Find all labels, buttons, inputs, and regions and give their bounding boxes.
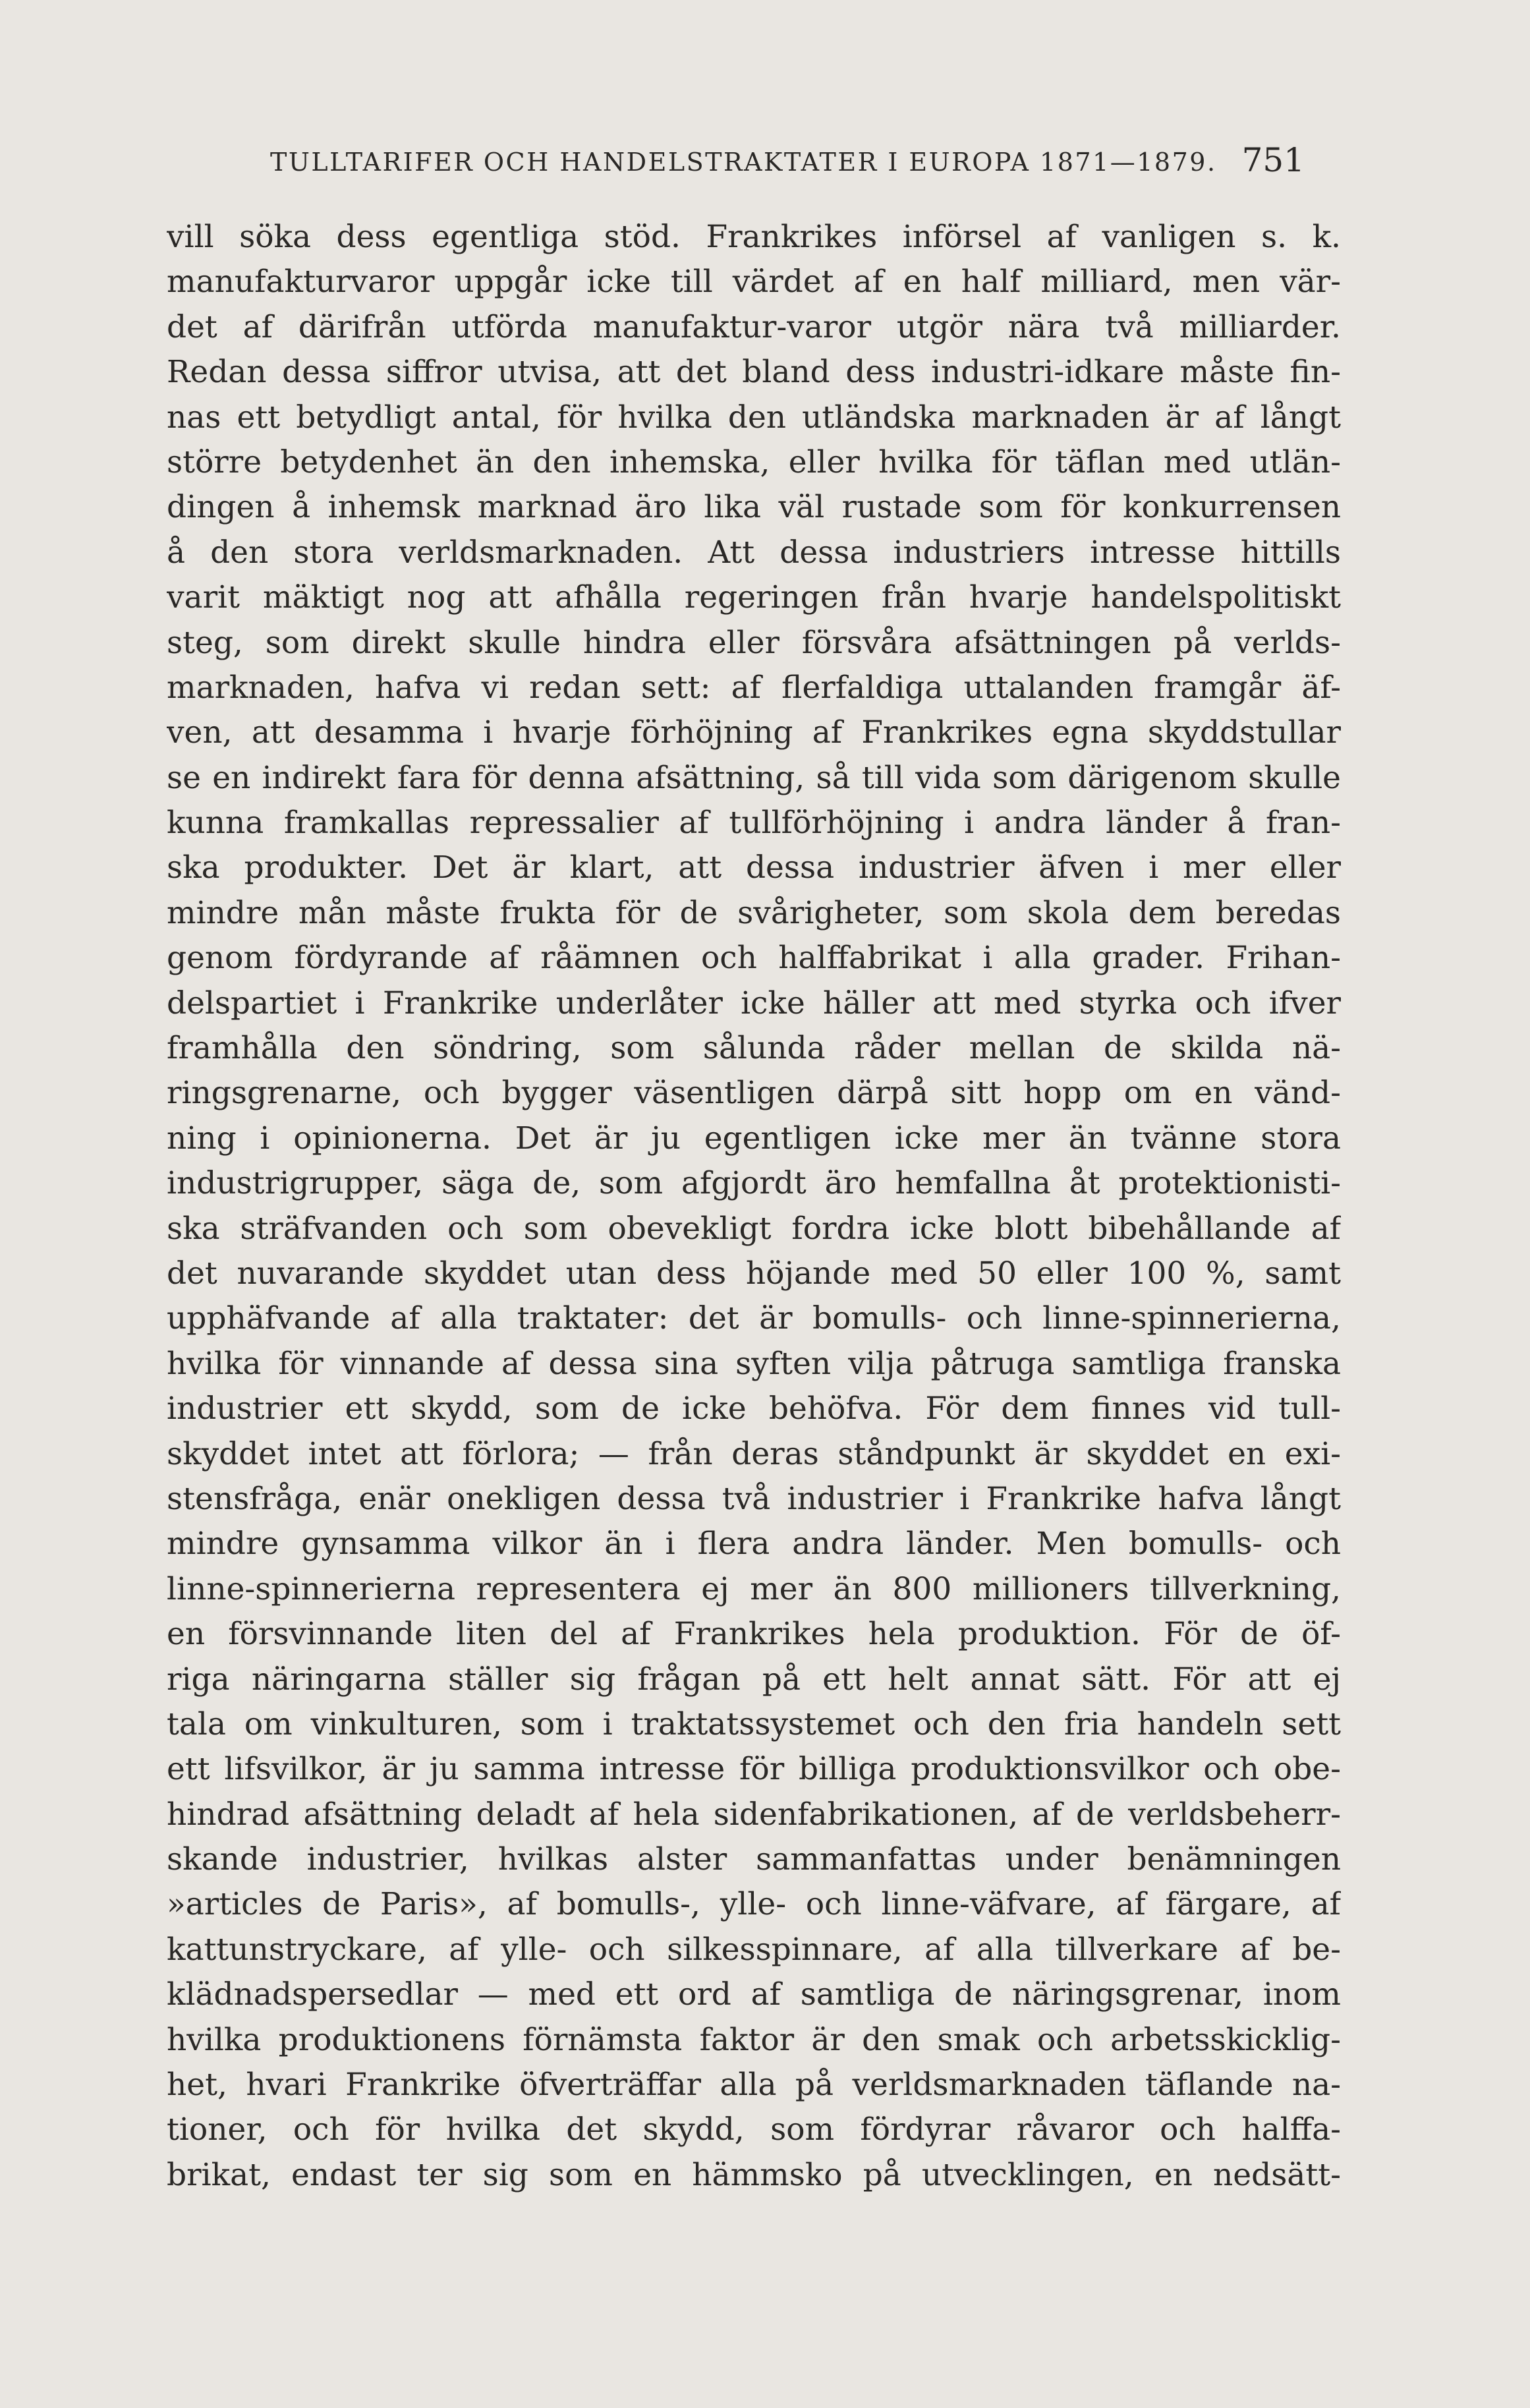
text-line: genom fördyrande af råämnen och halffabrikat i alla grader. Frihan- [167,940,1341,977]
text-line: se en indirekt fara för denna afsättning, så till vida som därigenom skulle [167,759,1341,796]
text-line: tioner, och för hvilka det skydd, som fördyrar råvaror och halffa- [167,2111,1341,2148]
text-line: större betydenhet än den inhemska, eller hvilka för täflan med utlän- [167,444,1341,480]
text-line: det af därifrån utförda manufaktur-varor utgör nära två milliarder. [167,308,1341,345]
text-line: kattunstryckare, af ylle- och silkesspinnare, af alla tillverkare af be- [167,1931,1341,1968]
text-line: ett lifsvilkor, är ju samma intresse för billiga produktionsvilkor och obe- [167,1751,1341,1788]
text-line: marknaden, hafva vi redan sett: af flerfaldiga uttalanden framgår äf- [167,669,1341,706]
text-line: industrigrupper, säga de, som afgjordt äro hemfallna åt protektionisti- [167,1165,1341,1202]
running-head [270,138,1305,191]
text-line: kunna framkallas repressalier af tullförhöjning i andra länder å fran- [167,805,1341,842]
text-line: hindrad afsättning deladt af hela sidenfabrikationen, af de verldsbeherr- [167,1796,1341,1833]
page-number: 751 [1241,141,1305,179]
text-line: upphäfvande af alla traktater: det är bomulls- och linne-spinnerierna, [167,1300,1341,1337]
text-line: »articles de Paris», af bomulls-, ylle- och linne-väfvare, af färgare, af [167,1886,1341,1923]
text-line: steg, som direkt skulle hindra eller försvåra afsättningen på verlds- [167,624,1341,661]
text-line: Redan dessa siffror utvisa, att det bland dess industri-idkare måste fin- [167,354,1341,391]
text-line: het, hvari Frankrike öfverträffar alla på verldsmarknaden täflande na- [167,2067,1341,2104]
text-line: industrier ett skydd, som de icke behöfva. För dem finnes vid tull- [167,1390,1341,1427]
text-line: mindre gynsamma vilkor än i flera andra länder. Men bomulls- och [167,1526,1341,1562]
text-line: riga näringarna ställer sig frågan på ett helt annat sätt. För att ej [167,1661,1341,1698]
text-line: det nuvarande skyddet utan dess höjande med 50 eller 100 %, samt [167,1255,1341,1292]
text-line: stensfråga, enär onekligen dessa två industrier i Frankrike hafva långt [167,1480,1341,1517]
text-line: en försvinnande liten del af Frankrikes hela produktion. För de öf- [167,1616,1341,1653]
text-line: dingen å inhemsk marknad äro lika väl rustade som för konkurrensen [167,489,1341,526]
text-line: framhålla den söndring, som sålunda råder mellan de skilda nä- [167,1030,1341,1067]
text-line: klädnadspersedlar — med ett ord af samtliga de näringsgrenar, inom [167,1976,1341,2013]
text-line: hvilka produktionens förnämsta faktor är den smak och arbetsskicklig- [167,2021,1341,2058]
text-line: ringsgrenarne, och bygger väsentligen därpå sitt hopp om en vänd- [167,1075,1341,1112]
text-line: vill söka dess egentliga stöd. Frankrikes införsel af vanligen s. k. [167,219,1341,255]
text-line: linne-spinnerierna representera ej mer än 800 millioners tillverkning, [167,1570,1341,1607]
text-line: varit mäktigt nog att afhålla regeringen från hvarje handelspolitiskt [167,579,1341,616]
text-line: ven, att desamma i hvarje förhöjning af Frankrikes egna skyddstullar [167,714,1341,751]
text-line: skyddet intet att förlora; — från deras ståndpunkt är skyddet en exi- [167,1435,1341,1472]
text-line: nas ett betydligt antal, för hvilka den utländska marknaden är af långt [167,399,1341,436]
text-line: å den stora verldsmarknaden. Att dessa industriers intresse hittills [167,534,1341,571]
text-line: tala om vinkulturen, som i traktatssystemet och den fria handeln sett [167,1706,1341,1742]
text-line: ska produkter. Det är klart, att dessa industrier äfven i mer eller [167,849,1341,886]
text-line: skande industrier, hvilkas alster sammanfattas under benämningen [167,1841,1341,1878]
text-line: manufakturvaror uppgår icke till värdet af en half milliard, men vär- [167,264,1341,301]
text-line: delspartiet i Frankrike underlåter icke häller att med styrka och ifver [167,985,1341,1021]
running-head-title: TULLTARIFER OCH HANDELSTRAKTATER I EUROPA 1871—1879. [270,148,1217,177]
text-line: hvilka för vinnande af dessa sina syften vilja påtruga samtliga franska [167,1345,1341,1382]
text-line: ning i opinionerna. Det är ju egentligen icke mer än tvänne stora [167,1120,1341,1157]
text-line: mindre mån måste frukta för de svårigheter, som skola dem beredas [167,894,1341,931]
text-line: brikat, endast ter sig som en hämmsko på utvecklingen, en nedsätt- [167,2156,1341,2193]
text-line: ska sträfvanden och som obevekligt fordra icke blott bibehållande af [167,1210,1341,1247]
body-text [167,215,1341,2198]
